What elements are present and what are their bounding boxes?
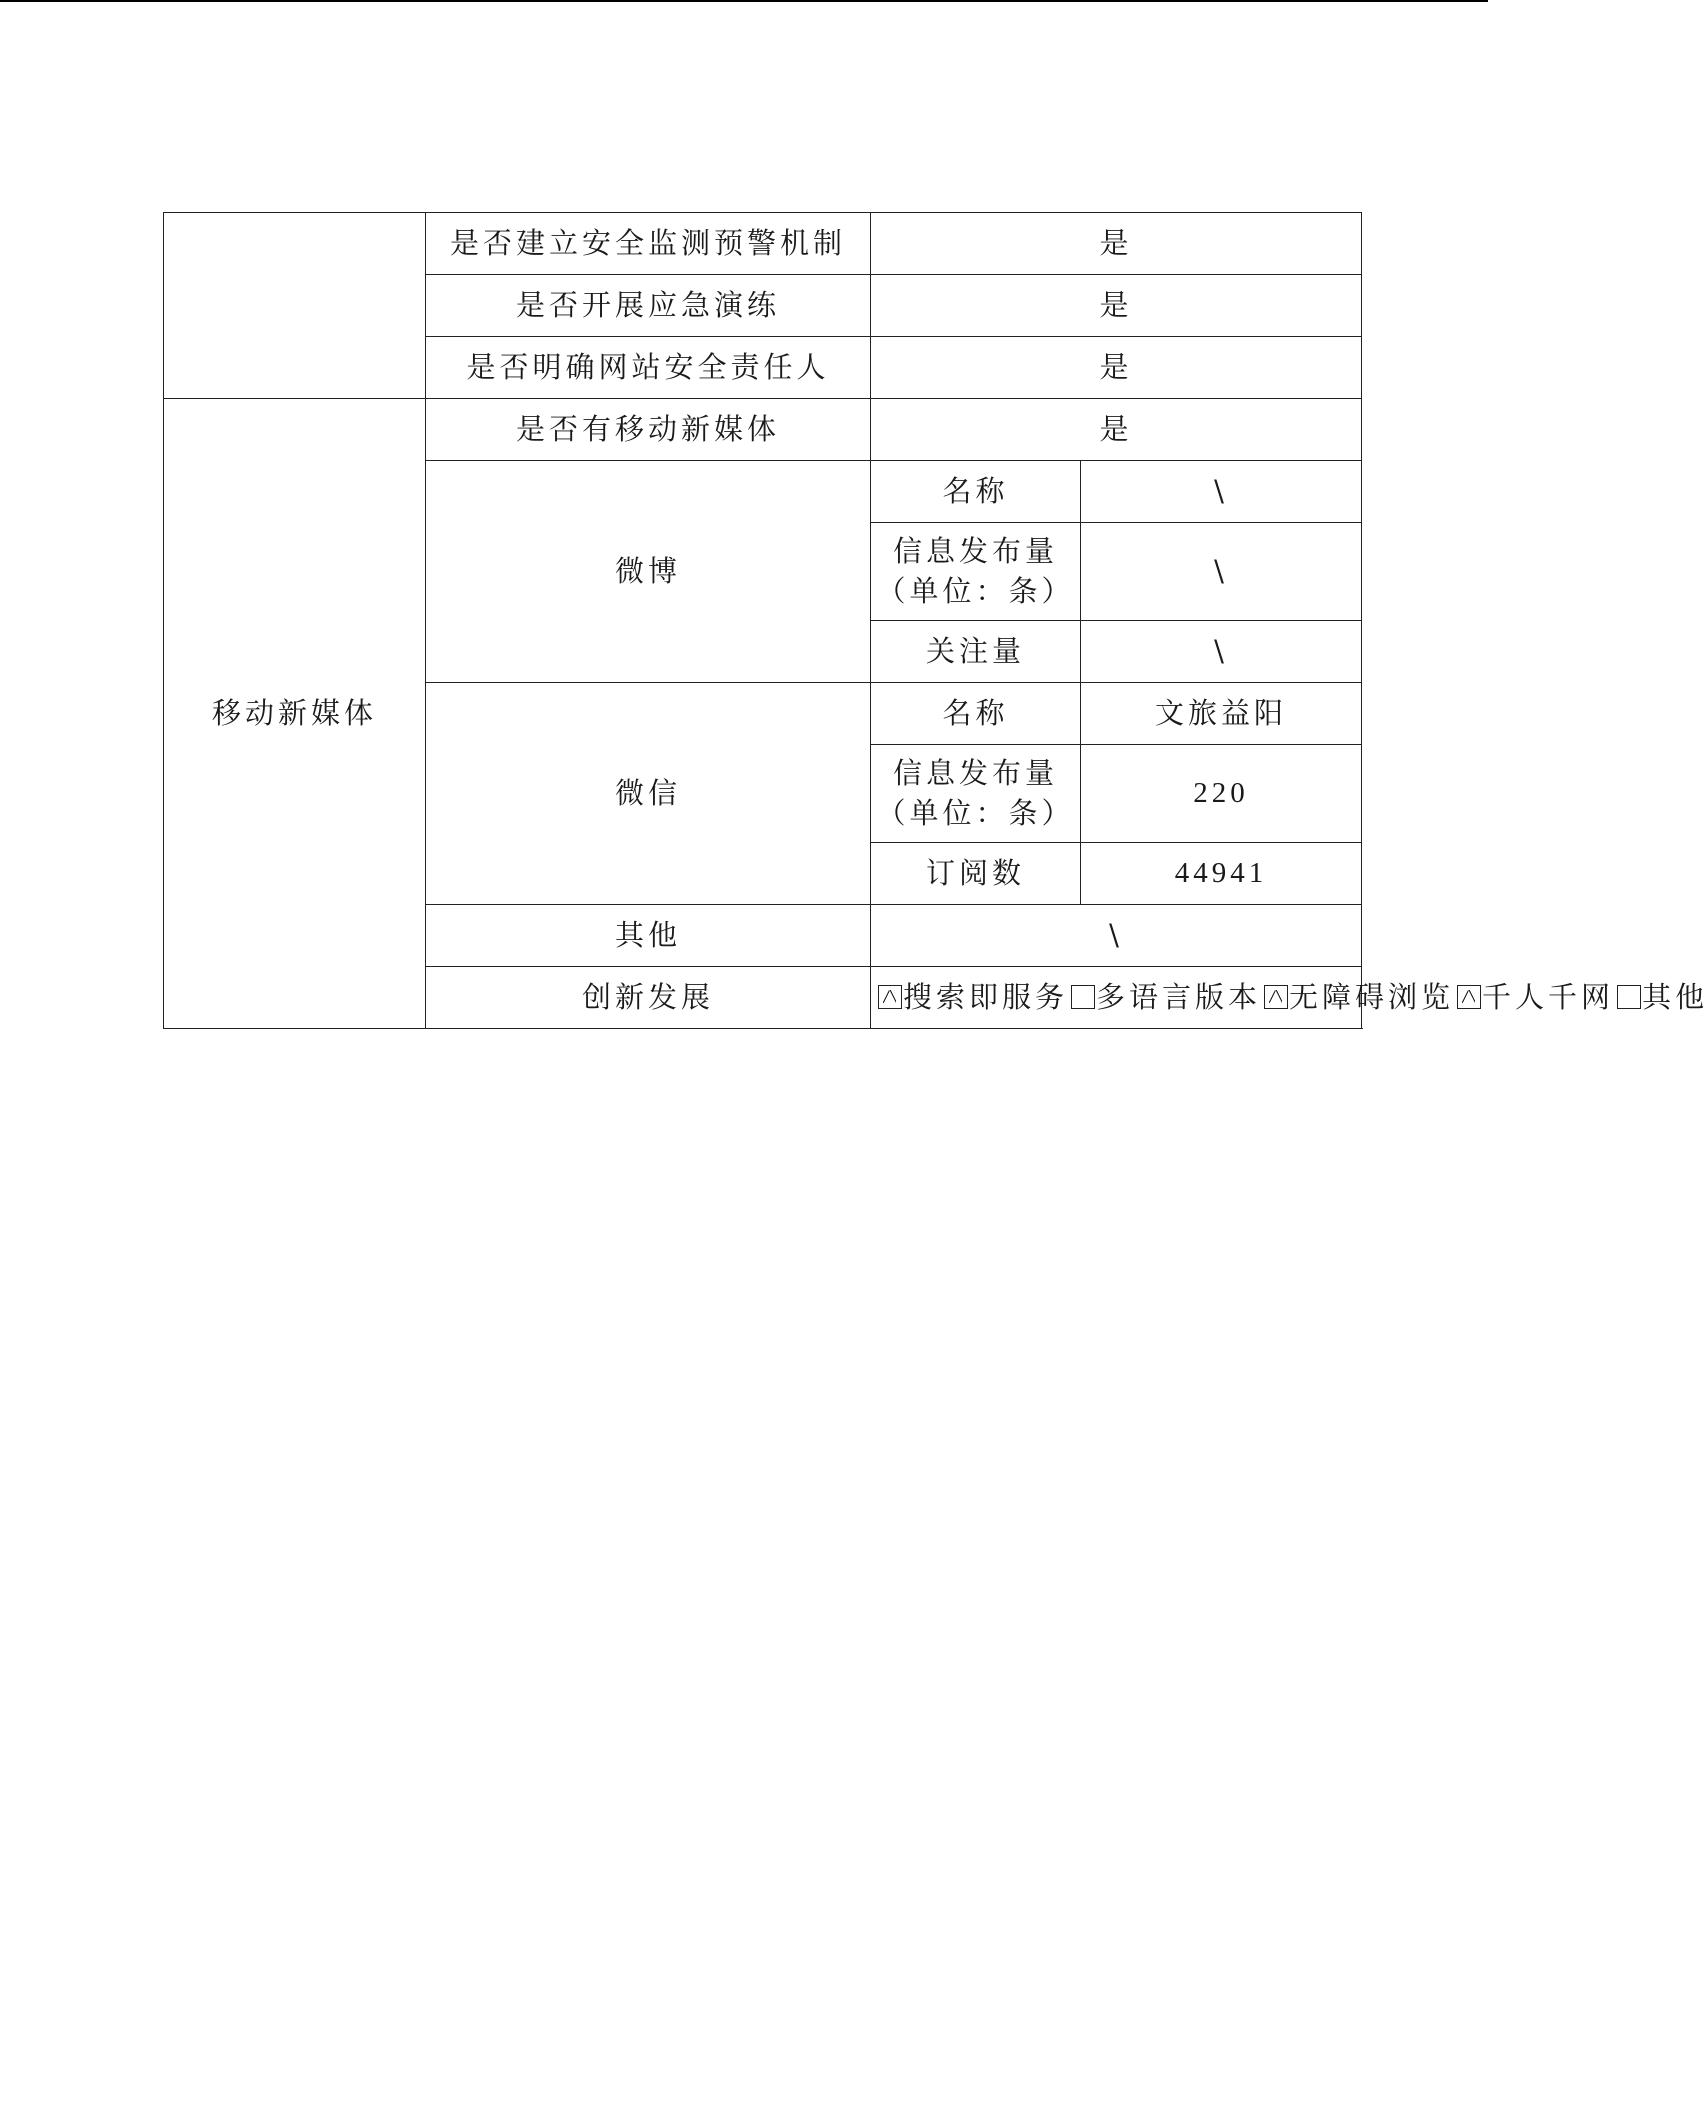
wechat-subscribers-label: 订阅数: [871, 843, 1081, 905]
option-label-multilanguage: 多语言版本: [1096, 979, 1262, 1014]
drill-value: 是: [871, 275, 1362, 337]
option-label-search-as-service: 搜索即服务: [903, 979, 1069, 1014]
has-mobile-media-value: 是: [871, 399, 1362, 461]
security-section-cell: [164, 213, 426, 399]
checkbox-personalized[interactable]: [1457, 985, 1481, 1009]
weibo-followers-value: \: [1081, 621, 1362, 683]
weibo-name-value: \: [1081, 461, 1362, 523]
checkbox-multilanguage[interactable]: [1071, 985, 1095, 1009]
top-border-rule: [0, 0, 1488, 2]
monitoring-label: 是否建立安全监测预警机制: [426, 213, 871, 275]
option-accessibility: [1261, 980, 1454, 1014]
wechat-posts-value: 220: [1081, 745, 1362, 843]
row-has-mobile-media: [164, 399, 1362, 461]
row-monitoring: [164, 213, 1362, 275]
weibo-posts-label-line2: （单位：条）: [876, 573, 1075, 608]
option-search-as-service: [875, 980, 1068, 1014]
weibo-followers-label: 关注量: [871, 621, 1081, 683]
mobile-media-section-label: 移动新媒体: [164, 399, 426, 1029]
option-label-accessibility: 无障碍浏览: [1289, 979, 1455, 1014]
weibo-posts-value: \: [1081, 523, 1362, 621]
wechat-name-label: 名称: [871, 683, 1081, 745]
weibo-name-label: 名称: [871, 461, 1081, 523]
report-table: [163, 212, 1708, 1029]
has-mobile-media-label: 是否有移动新媒体: [426, 399, 871, 461]
weibo-label: 微博: [426, 461, 871, 683]
monitoring-value: 是: [871, 213, 1362, 275]
option-label-other: 其他: [1642, 979, 1708, 1014]
innovation-label: 创新发展: [426, 967, 871, 1029]
checkbox-search-as-service[interactable]: [878, 985, 902, 1009]
wechat-label: 微信: [426, 683, 871, 905]
wechat-name-value: 文旅益阳: [1081, 683, 1362, 745]
other-media-value: \: [871, 905, 1362, 967]
wechat-posts-label-line2: （单位：条）: [876, 795, 1075, 830]
drill-label: 是否开展应急演练: [426, 275, 871, 337]
innovation-options: [871, 967, 1708, 1029]
wechat-posts-label-line1: 信息发布量: [892, 756, 1058, 791]
wechat-subscribers-value: 44941: [1081, 843, 1362, 905]
wechat-posts-label: [871, 745, 1081, 843]
responsible-value: 是: [871, 337, 1362, 399]
option-label-personalized: 千人千网: [1482, 979, 1615, 1014]
option-multilanguage: [1068, 980, 1261, 1014]
responsible-label: 是否明确网站安全责任人: [426, 337, 871, 399]
weibo-posts-label: [871, 523, 1081, 621]
option-personalized: [1454, 980, 1614, 1014]
option-other: [1614, 980, 1708, 1014]
other-media-label: 其他: [426, 905, 871, 967]
checkbox-accessibility[interactable]: [1264, 985, 1288, 1009]
weibo-posts-label-line1: 信息发布量: [892, 534, 1058, 569]
checkbox-other[interactable]: [1617, 985, 1641, 1009]
